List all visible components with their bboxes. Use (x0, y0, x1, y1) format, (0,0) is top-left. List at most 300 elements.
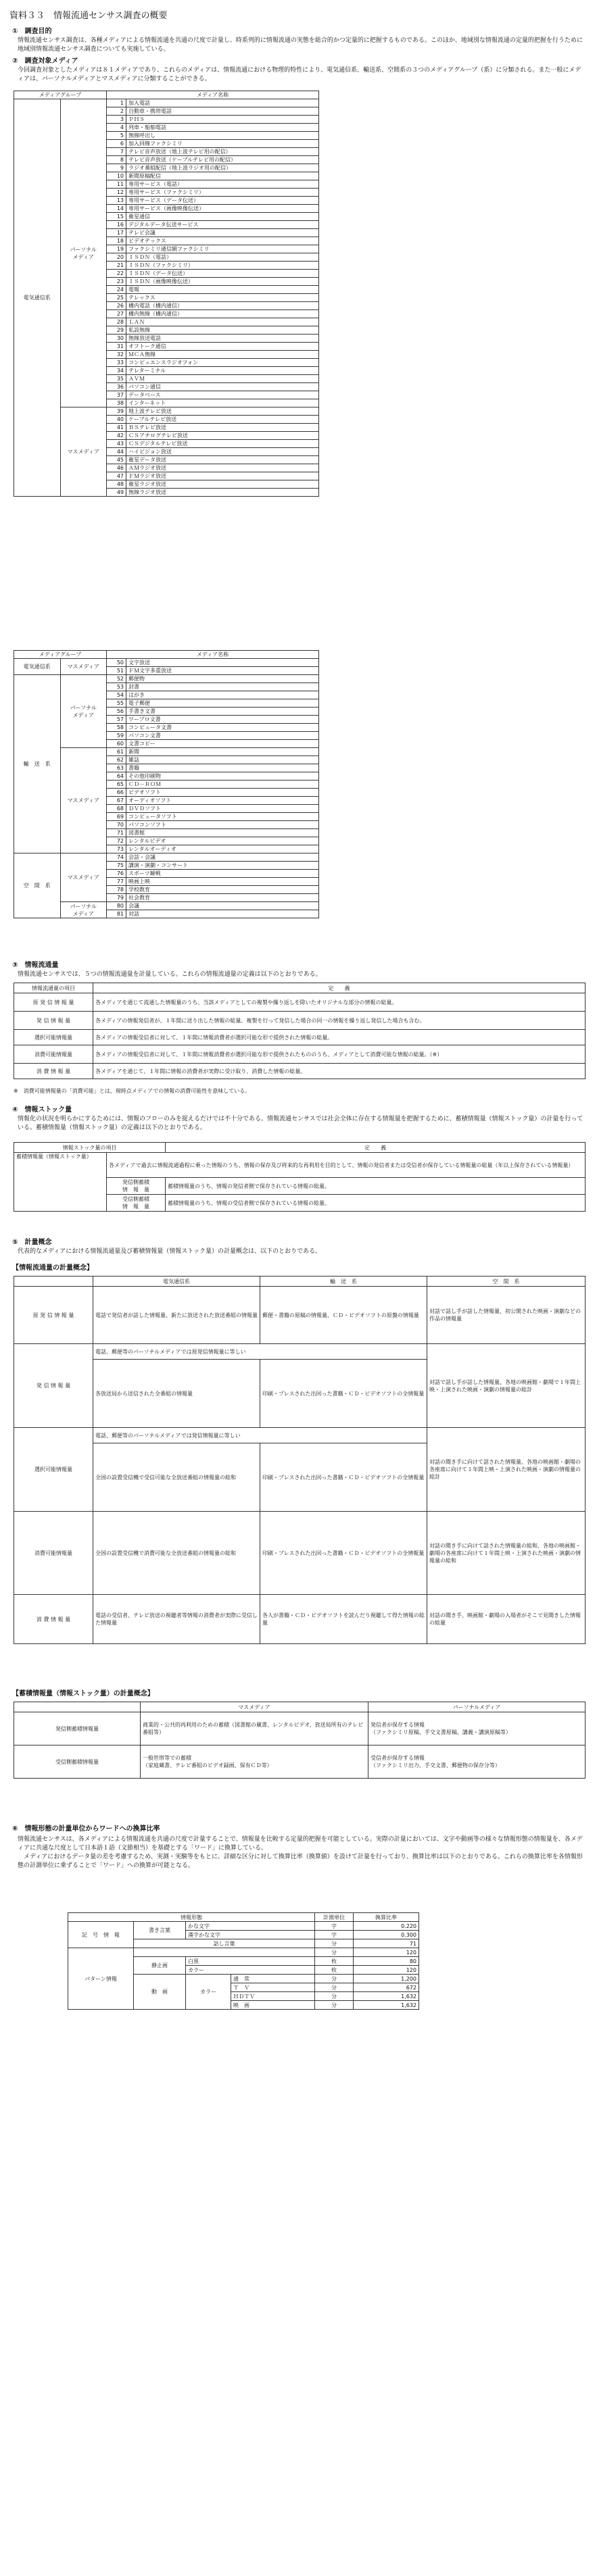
table1-header-group: メディアグループ (14, 91, 107, 99)
concept-span-note: 電話、郵便等のパーソナルメディアでは原発信情報量に等しい (93, 1344, 427, 1360)
media-name: 講演・演劇・コンサート (126, 862, 319, 870)
stock-header-def: 定 義 (166, 1143, 586, 1153)
media-number: 3 (107, 116, 126, 124)
concept-cell: 印刷・プレスされた出回った書籍・ＣＤ・ビデオソフトの全情報量 (260, 1443, 427, 1512)
concept-cell: 各人が書籍・ＣＤ・ビデオソフトを読んだり視聴して得た情報の総量 (260, 1595, 427, 1644)
media-name: 加入電話 (126, 99, 319, 107)
media-number: 34 (107, 367, 126, 375)
media-name: テレックス (126, 294, 319, 302)
media-number: 44 (107, 448, 126, 456)
conv-header-ratio: 換算比率 (354, 1913, 419, 1922)
concept-cell: 全国の設置受信機で消費可能な全放送番組の情報量の総和 (93, 1512, 260, 1595)
media-name: テレビ会議 (126, 229, 319, 237)
media-number: 32 (107, 351, 126, 359)
subgroup-cell: パーソナル メディア (60, 99, 107, 407)
media-name: 新聞 (126, 748, 319, 756)
conv-value: 0.220 (354, 1922, 419, 1931)
media-number: 4 (107, 124, 126, 132)
section3-text: 情報流通センサスでは、５つの情報流通量を計量している。これらの情報流通量の定義は以下のとおりである。 (18, 971, 322, 978)
media-number: 28 (107, 318, 126, 326)
media-number: 22 (107, 270, 126, 278)
media-name: はがき (126, 691, 319, 699)
media-name: 封書 (126, 683, 319, 691)
conv-shiro: 白黒 (186, 1957, 315, 1966)
flow-def: 各メディアの情報受信者に対して、１年間に情報消費者が選択可能な形で提供されたもののうち、メディアとして消費可能な情報の総量。（※） (93, 1045, 586, 1064)
conv-color: カラー (186, 1966, 315, 1975)
media-name: 新聞原稿配信 (126, 172, 319, 180)
conv-unit: 分 (315, 2001, 354, 2010)
stock-concept-label: 受信側蓄積情報量 (14, 1745, 141, 1779)
concept-cell: 対話の聞き手に向けて話された情報量、各地の映画館・劇場の各座席に向けて１年間上映・上演された映画・演劇の情報量の総計 (427, 1428, 586, 1512)
conv-value: 1,632 (354, 2001, 419, 2010)
media-number: 45 (107, 456, 126, 464)
table-row (14, 1512, 586, 1595)
media-number: 20 (107, 253, 126, 262)
conv-header-form: 情報形態 (68, 1913, 315, 1922)
media-number: 12 (107, 189, 126, 197)
group-cell: 輸 送 系 (14, 675, 61, 853)
media-number: 2 (107, 107, 126, 116)
flow-item: 発 信 情 報 量 (14, 1012, 93, 1030)
conv-kigo: 記 号 情 報 (68, 1922, 134, 1948)
media-number: 37 (107, 391, 126, 399)
concept-cell: 印刷・プレスされた出回った書籍・ＣＤ・ビデオソフトの全情報量 (260, 1512, 427, 1595)
media-name: スポーツ観戦 (126, 870, 319, 878)
stock-header-item: 情報ストック量の項目 (14, 1143, 166, 1153)
media-number: 67 (107, 797, 126, 805)
media-name: 会話・会議 (126, 853, 319, 862)
conv-value: 1,200 (354, 1975, 419, 1983)
concept-cell: 電話で発信者が話した情報量、新たに放送された放送番組の情報量 (93, 1287, 260, 1344)
section1-heading: ① 調査目的 (12, 28, 52, 35)
media-name: コンピュータソフト (126, 813, 319, 821)
media-name: コンピュエンスラジオフォン (126, 359, 319, 367)
media-number: 16 (107, 221, 126, 229)
stock-concept-cell: 受信者が保存する情報 （ファクシミリ出力、手交文書、郵便物の保存分等） (368, 1745, 586, 1779)
section2-text: 今回調査対象としたメディアは８１メディアであり、これらのメディアは、情報流通における物理的特性により、電気通信系、輸送系、空間系の３つのメディアグループ（系）に分類される。また一般にメディアは、パーソナルメディアとマスメディアに分類することができる。 (18, 67, 581, 82)
media-name: オフトーク通信 (126, 343, 319, 351)
media-number: 75 (107, 862, 126, 870)
media-number: 52 (107, 675, 126, 683)
media-name: ラジオ番組配信（地上波ラジオ用の配信） (126, 164, 319, 172)
conv-value: 1,632 (354, 1992, 419, 2001)
stock-def: 各メディアで過去に情報流通過程に乗った情報のうち、情報の保存及び将来的な再利用を目的として、情報の発信者または受信者が保存している情報量の総量（年以上保存されている情報量） (107, 1153, 586, 1178)
media-name: 構内無線（構内通信） (126, 310, 319, 318)
media-number: 71 (107, 829, 126, 837)
media-number: 30 (107, 335, 126, 343)
stock-sub-item: 受信側蓄積 情 報 量 (107, 1195, 166, 1212)
conv-unit: 分 (315, 1975, 354, 1983)
flow-item: 選択可能情報量 (14, 1030, 93, 1045)
media-name: オーディオソフト (126, 797, 319, 805)
concept-span-note: 電話、郵便等のパーソナルメディアでは発信情報量に等しい (93, 1428, 427, 1443)
media-name: ハイビジョン放送 (126, 448, 319, 456)
table-row (14, 1702, 586, 1712)
media-name: ＰＨＳ (126, 116, 319, 124)
media-number: 23 (107, 278, 126, 286)
table-row (68, 1948, 419, 1957)
stock-sub-def: 蓄積情報量のうち、情報の受信者側で保存されている情報の総量。 (166, 1195, 586, 1212)
concept-label: 選択可能情報量 (14, 1428, 93, 1512)
media-name: レンタルビデオ (126, 837, 319, 845)
conv-unit: 分 (315, 1939, 354, 1948)
concept-label: 消 費 情 報 量 (14, 1595, 93, 1644)
media-name: 電子郵便 (126, 699, 319, 708)
concept-blank (14, 1277, 93, 1287)
media-number: 11 (107, 180, 126, 189)
table-row (14, 407, 319, 416)
media-name: 文字放送 (126, 659, 319, 667)
conv-hanashi: 話し言葉 (134, 1939, 315, 1948)
media-number: 10 (107, 172, 126, 180)
media-number: 47 (107, 472, 126, 480)
media-number: 78 (107, 886, 126, 894)
conv-unit: 分 (315, 1992, 354, 2001)
table-row (14, 748, 319, 756)
media-name: ＦＭラジオ放送 (126, 472, 319, 480)
media-number: 58 (107, 724, 126, 732)
conv-header-unit: 計測単位 (315, 1913, 354, 1922)
media-name: ビデオテックス (126, 237, 319, 245)
media-name: ＭＣＡ無線 (126, 351, 319, 359)
section5-text: 代表的なメディアにおける情報流通量及び蓄積情報量（情報ストック量）の計量概念は、以下のとおりである。 (18, 1248, 322, 1255)
table-row (14, 1045, 586, 1064)
concept-col-kukan: 空 間 系 (427, 1277, 586, 1287)
concept-cell: 対話で話し手が話した情報量、各地の映画館・劇場で１年間上映・上演された映画・演劇の情報量の総計 (427, 1344, 586, 1428)
media-name: 書籍 (126, 764, 319, 772)
table-row (14, 853, 319, 862)
media-number: 7 (107, 148, 126, 156)
media-name: ＩＳＤＮ（データ伝送） (126, 270, 319, 278)
media-name: ビデオソフト (126, 789, 319, 797)
media-name: 構内電話（構内通信） (126, 302, 319, 310)
table-row (68, 1922, 419, 1931)
media-number: 42 (107, 432, 126, 440)
media-number: 81 (107, 910, 126, 918)
media-name: ワープロ文書 (126, 716, 319, 724)
conv-unit: 字 (315, 1931, 354, 1939)
media-number: 17 (107, 229, 126, 237)
flow-concept-table (14, 1276, 586, 1644)
media-number: 51 (107, 667, 126, 675)
media-number: 73 (107, 845, 126, 853)
section6-heading: ⑥ 情報形態の計量単位からワードへの換算比率 (12, 1825, 160, 1833)
subgroup-cell: マスメディア (60, 853, 107, 902)
media-number: 76 (107, 870, 126, 878)
section2-heading: ② 調査対象メディア (12, 57, 78, 65)
conv-kanji: 漢字かな文字 (186, 1931, 315, 1939)
table-row (14, 1030, 586, 1045)
media-number: 18 (107, 237, 126, 245)
media-name: 専用サービス（画像映像伝送） (126, 205, 319, 213)
table-row (14, 1143, 586, 1153)
media-name: 図書館 (126, 829, 319, 837)
concept-col-denki: 電気通信系 (93, 1277, 260, 1287)
media-number: 59 (107, 732, 126, 740)
concept-cell: 全国の設置受信機で受信可能な全放送番組の情報量の総和 (93, 1443, 260, 1512)
media-number: 53 (107, 683, 126, 691)
stock-concept-cell: 商業的・公共的再利用のための蓄積（図書館の蔵書、レンタルビデオ、放送局所有のテレビ番組等） (141, 1712, 368, 1745)
media-name: パソコンソフト (126, 821, 319, 829)
subgroup-cell: パーソナル メディア (60, 675, 107, 748)
media-name: 地上波テレビ放送 (126, 407, 319, 416)
concept-cell: 各放送局から送信された全番組の情報量 (93, 1360, 260, 1428)
table-row (14, 993, 586, 1012)
media-number: 66 (107, 789, 126, 797)
media-number: 15 (107, 213, 126, 221)
conv-unit: 枚 (315, 1957, 354, 1966)
media-number: 39 (107, 407, 126, 416)
media-name: 対話 (126, 910, 319, 918)
concept-label: 原 発 信 情 報 量 (14, 1287, 93, 1344)
media-name: 無線放送電話 (126, 335, 319, 343)
media-name: ＢＳテレビ放送 (126, 424, 319, 432)
stock-concept-col-personal: パーソナルメディア (368, 1702, 586, 1712)
table1-header-media: メディア名称 (107, 91, 319, 99)
table-row (14, 1277, 586, 1287)
conv-kaki: 書き言葉 (134, 1922, 186, 1939)
media-number: 40 (107, 416, 126, 424)
stock-sub-def: 蓄積情報量のうち、情報の発信者側で保存されている情報の総量。 (166, 1178, 586, 1195)
concept-col-yuso: 輸 送 系 (260, 1277, 427, 1287)
media-number: 9 (107, 164, 126, 172)
subgroup-cell: パーソナル メディア (60, 902, 107, 918)
media-name: パソコン通信 (126, 383, 319, 391)
media-table-2 (14, 650, 319, 918)
stock-concept-table (14, 1702, 586, 1779)
table2-header (14, 651, 319, 659)
conv-hdtv: ＨＤＴＶ (231, 1992, 315, 2001)
media-number: 48 (107, 480, 126, 489)
section1-text: 情報流通センサス調査は、各種メディアによる情報流通を共通の尺度で計量し、時系列的に情報流通の実態を総合的かつ定量的に把握するものである。このほか、地域別な情報流通の定量的把握を行うために地域別情報流通センサス調査についても実施している。 (18, 37, 583, 53)
concept-cell: 対話の聞き手に向けて話された情報量の総和、各地の映画館・劇場の各座席に向けて１年間上映・上演された映画・演劇の情報量の総和 (427, 1512, 586, 1595)
table2-header-media: メディア名称 (107, 651, 319, 659)
media-number: 77 (107, 878, 126, 886)
media-name: パソコン文書 (126, 732, 319, 740)
subgroup-cell: マスメディア (60, 407, 107, 497)
table-row (14, 1344, 586, 1360)
concept-cell: 対話で話し手が話した情報量、初公開された映画・演劇などの作品の情報量 (427, 1287, 586, 1344)
media-name: 私設無線 (126, 326, 319, 335)
media-number: 72 (107, 837, 126, 845)
doc-title: 資料３３ 情報流通センサス調査の概要 (9, 11, 168, 21)
flow-def: 各メディアの情報受信者に対して、１年間に情報消費者が選択可能な形で提供された情報の総量。 (93, 1030, 586, 1045)
media-name: 社会教育 (126, 894, 319, 902)
media-name: コンピュータ文書 (126, 724, 319, 732)
table-row (68, 1913, 419, 1922)
media-name: 自動車・携帯電話 (126, 107, 319, 116)
media-name: その他印刷物 (126, 772, 319, 781)
media-name: 会議 (126, 902, 319, 910)
section3-heading: ③ 情報流通量 (12, 962, 59, 969)
media-number: 24 (107, 286, 126, 294)
media-number: 38 (107, 399, 126, 407)
media-name: 雑誌 (126, 756, 319, 764)
subgroup-cell: マスメディア (60, 748, 107, 853)
media-name: 学校教育 (126, 886, 319, 894)
section5-sub2: 【蓄積情報量（情報ストック量）の計量概念】 (12, 1690, 154, 1698)
media-number: 65 (107, 781, 126, 789)
section6-text: 情報流通センサスは、各メディアによる情報流通を共通の尺度で計量することで、情報量を比較する定量的把握を可能としている。実際の計量においては、文字や動画等の様々な情報形態の情報量を、各メディアに共通な尺度として日本語１語（文節相当）を基礎とする「ワード」に換算している。 メディアにおけるデータ量の差を考慮するため、実測・実験等をもとに、詳細な区分に対して換算比率（換算値）を設けて計量を行っており、換算比率は以下のとおりである。これらの換算比率を各情報形態の計測単位に乗ずることで「ワード」への換算が可能となる。 (18, 1836, 583, 1869)
table2-header-group: メディアグループ (14, 651, 107, 659)
media-name: ＦＭ文字多重放送 (126, 667, 319, 675)
media-name: ケーブルテレビ放送 (126, 416, 319, 424)
media-name: ＬＡＮ (126, 318, 319, 326)
table-row (14, 1428, 586, 1443)
group-cell: 空 間 系 (14, 853, 61, 918)
table-row (14, 1287, 586, 1344)
media-number: 26 (107, 302, 126, 310)
conv-value: 0.300 (354, 1931, 419, 1939)
media-name: ファクシミリ通信網ファクシミリ (126, 245, 319, 253)
media-number: 21 (107, 262, 126, 270)
flow-header-def: 定 義 (93, 983, 586, 993)
flow-note: ※ 消費可能情報量の「消費可能」とは、現時点メディアでの情報の消費可能性を意味している。 (14, 1088, 251, 1094)
media-name: ＡＶＭ (126, 375, 319, 383)
conv-value: 120 (354, 1966, 419, 1975)
media-number: 46 (107, 464, 126, 472)
media-number: 79 (107, 894, 126, 902)
stock-item: 蓄積情報量（情報ストック量） (14, 1153, 107, 1212)
group-cell: 電気通信系 (14, 99, 61, 497)
media-name: 映画上映 (126, 878, 319, 886)
conv-unit: 字 (315, 1922, 354, 1931)
conversion-table (68, 1912, 419, 2010)
media-name: 列車・船舶電話 (126, 124, 319, 132)
table-row (14, 1012, 586, 1030)
conv-unit: 枚 (315, 1966, 354, 1975)
media-name: ＣＤ－ＲＯＭ (126, 781, 319, 789)
media-name: 手書き文書 (126, 708, 319, 716)
media-number: 5 (107, 132, 126, 140)
flow-def: 各メディアを通じて、１年間に情報の消費者が実際に受け取り、消費した情報の総量。 (93, 1064, 586, 1079)
media-number: 56 (107, 708, 126, 716)
media-name: ＩＳＤＮ（画像映像伝送） (126, 278, 319, 286)
flow-def: 各メディアの情報発信者が、１年間に送り出した情報の総量。複製を行って発信した場合の同一の情報を繰り返し発信した場合も含む。 (93, 1012, 586, 1030)
media-number: 69 (107, 813, 126, 821)
flow-item: 消費可能情報量 (14, 1045, 93, 1064)
media-number: 70 (107, 821, 126, 829)
media-number: 50 (107, 659, 126, 667)
media-name: レンタルオーディオ (126, 845, 319, 853)
stock-sub-item: 発信側蓄積 情 報 量 (107, 1178, 166, 1195)
table-row (14, 675, 319, 683)
media-number: 14 (107, 205, 126, 213)
media-number: 64 (107, 772, 126, 781)
media-name: 衛星ラジオ放送 (126, 480, 319, 489)
media-number: 57 (107, 716, 126, 724)
stock-concept-cell: 発信者が保存する情報 （ファクシミリ原稿、手交文書原稿、講義・講演原稿等） (368, 1712, 586, 1745)
media-name: インターネット (126, 399, 319, 407)
conv-eiga: 映 画 (231, 2001, 315, 2010)
flow-def: 各メディアを通じて流通した情報量のうち、当該メディアとしての複製や繰り返しを除いたオリジナルな部分の情報の総量。 (93, 993, 586, 1012)
media-name: デジタルデータ伝送サービス (126, 221, 319, 229)
media-name: 郵便物 (126, 675, 319, 683)
conv-value: 120 (354, 1948, 419, 1957)
table-row (14, 1064, 586, 1079)
media-name: ＩＳＤＮ（ファクシミリ） (126, 262, 319, 270)
conv-color2: カラー (186, 1975, 231, 2010)
concept-cell: 印刷・プレスされた出回った書籍・ＣＤ・ビデオソフトの全情報量 (260, 1360, 427, 1428)
media-name: 専用サービス（データ伝送） (126, 197, 319, 205)
media-name: テレビ音声放送（地上波テレビ用の配信） (126, 148, 319, 156)
media-name: データベース (126, 391, 319, 399)
media-number: 62 (107, 756, 126, 764)
table-row (14, 1712, 586, 1745)
concept-cell: 電話の受信者、テレビ放送の視聴者等情報の消費者が実際に受信した情報量 (93, 1595, 260, 1644)
media-name: 専用サービス（電話） (126, 180, 319, 189)
table-row (14, 983, 586, 993)
media-number: 8 (107, 156, 126, 164)
conv-unit: 分 (315, 1948, 354, 1957)
conv-tsujo: 通 常 (231, 1975, 315, 1983)
media-name: 無線ラジオ放送 (126, 489, 319, 497)
conv-value: 71 (354, 1939, 419, 1948)
media-name: ＤＶＤソフト (126, 805, 319, 813)
media-number: 49 (107, 489, 126, 497)
media-number: 74 (107, 853, 126, 862)
media-name: ＣＳデジタルテレビ放送 (126, 440, 319, 448)
media-number: 13 (107, 197, 126, 205)
media-number: 6 (107, 140, 126, 148)
conv-tv: Ｔ Ｖ (231, 1983, 315, 1992)
conv-doga: 動 画 (134, 1975, 186, 2010)
media-number: 60 (107, 740, 126, 748)
media-number: 35 (107, 375, 126, 383)
media-name: 衛星通信 (126, 213, 319, 221)
media-number: 80 (107, 902, 126, 910)
group-cell: 電気通信系 (14, 659, 61, 675)
media-number: 31 (107, 343, 126, 351)
media-name: 衛星データ放送 (126, 456, 319, 464)
media-number: 29 (107, 326, 126, 335)
table-row (14, 659, 319, 667)
flow-item: 原 発 信 情 報 量 (14, 993, 93, 1012)
flow-header-item: 情報流通量の項目 (14, 983, 93, 993)
media-name: ＣＳアナログテレビ放送 (126, 432, 319, 440)
media-name: テレビ音声放送（ケーブルテレビ用の配信） (126, 156, 319, 164)
media-table-1 (14, 91, 319, 497)
conv-blank (134, 1948, 315, 1957)
stock-concept-cell: 一般世帯等での蓄積 （家庭蔵書、テレビ番組のビデオ録画、保有ＣＤ等） (141, 1745, 368, 1779)
conv-value: 80 (354, 1957, 419, 1966)
media-number: 41 (107, 424, 126, 432)
stock-concept-blank (14, 1702, 141, 1712)
media-number: 1 (107, 99, 126, 107)
media-number: 19 (107, 245, 126, 253)
section4-text: 情報化の状況を明らかにするためには、情報のフローのみを捉えるだけでは不十分である。情報流通センサスでは社会全体に存在する情報量を把握するために、蓄積情報量（情報ストック量）の計量を行っている。蓄積情報量（情報ストック量）の定義は以下のとおりである。 (18, 1116, 583, 1131)
media-name: 文書コピー (126, 740, 319, 748)
media-number: 27 (107, 310, 126, 318)
conv-value: 672 (354, 1983, 419, 1992)
flow-item: 消 費 情 報 量 (14, 1064, 93, 1079)
media-name: テレターミナル (126, 367, 319, 375)
media-number: 36 (107, 383, 126, 391)
media-number: 63 (107, 764, 126, 772)
table-row (14, 1595, 586, 1644)
concept-label: 発 信 情 報 量 (14, 1344, 93, 1428)
media-number: 68 (107, 805, 126, 813)
table-row (14, 1153, 586, 1178)
table1-header (14, 91, 319, 99)
conv-kanamoji: かな文字 (186, 1922, 315, 1931)
media-number: 54 (107, 691, 126, 699)
table-row (14, 902, 319, 910)
conv-unit: 分 (315, 1983, 354, 1992)
section4-heading: ④ 情報ストック量 (12, 1106, 72, 1114)
stock-concept-label: 発信側蓄積情報量 (14, 1712, 141, 1745)
table-row (14, 99, 319, 107)
